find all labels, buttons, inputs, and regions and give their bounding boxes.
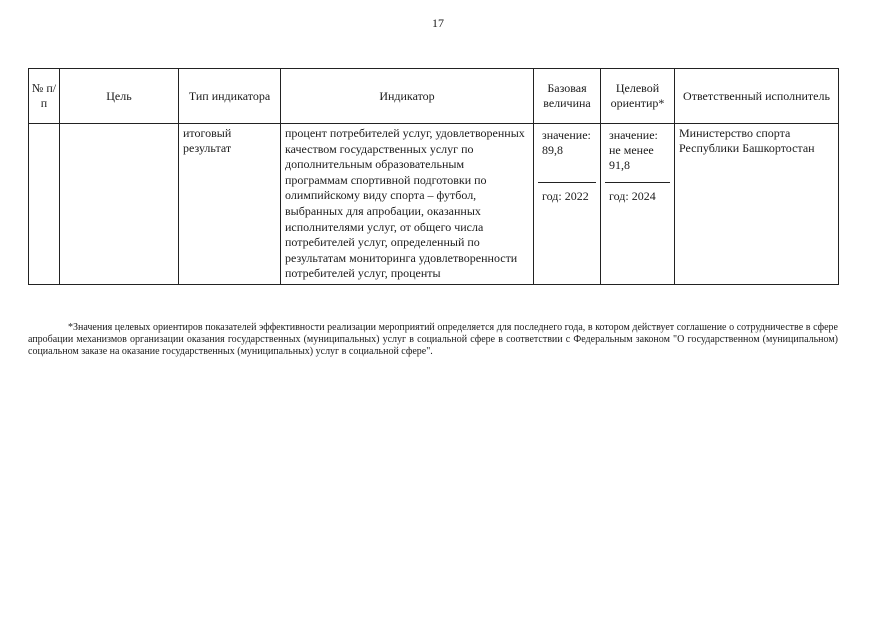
cell-base [534,124,601,285]
header-base-value: Базовая величина [534,69,601,124]
table-row [29,124,839,285]
footnote: *Значения целевых ориентиров показателей эффективности реализации мероприятий определяется для последнего года, в котором действует соглашение о сотрудничестве в сфере апробации механизмов организации оказания государственных (муниципальных) услуг в социальной сфере в соответствии с Федеральным законом "О государственном (муниципальном) социальном заказе на оказание государственных (муниципальных) услуг в социальной сфере". [28,322,838,357]
header-responsible: Ответственный исполнитель [675,69,839,124]
header-goal: Цель [60,69,179,124]
cell-target [601,124,675,285]
cell-indicator: процент потребителей услуг, удовлетворенных качеством государственных услуг по дополнительным образовательным программам спортивной подготовки по олимпийскому виду спорта – футбол, выбранных для апробации, оказанных исполнителями услуг, от общего числа потребителей услуг, определенный по результатам мониторинга удовлетворенности потребителей услуг, проценты [281,124,534,285]
header-indicator: Индикатор [281,69,534,124]
target-value: значение: не менее 91,8 [605,126,670,183]
header-num: № п/п [29,69,60,124]
cell-responsible: Министерство спорта Республики Башкортостан [675,124,839,285]
header-target: Целевой ориентир* [601,69,675,124]
cell-num [29,124,60,285]
base-year: год: 2022 [542,189,589,203]
base-value: значение: 89,8 [538,126,596,183]
indicators-table [28,68,839,285]
target-year: год: 2024 [609,189,656,203]
header-indicator-type: Тип индикатора [179,69,281,124]
page-number: 17 [432,16,444,30]
cell-indicator-type: итоговый результат [179,124,281,285]
table-header-row [29,69,839,124]
cell-goal [60,124,179,285]
